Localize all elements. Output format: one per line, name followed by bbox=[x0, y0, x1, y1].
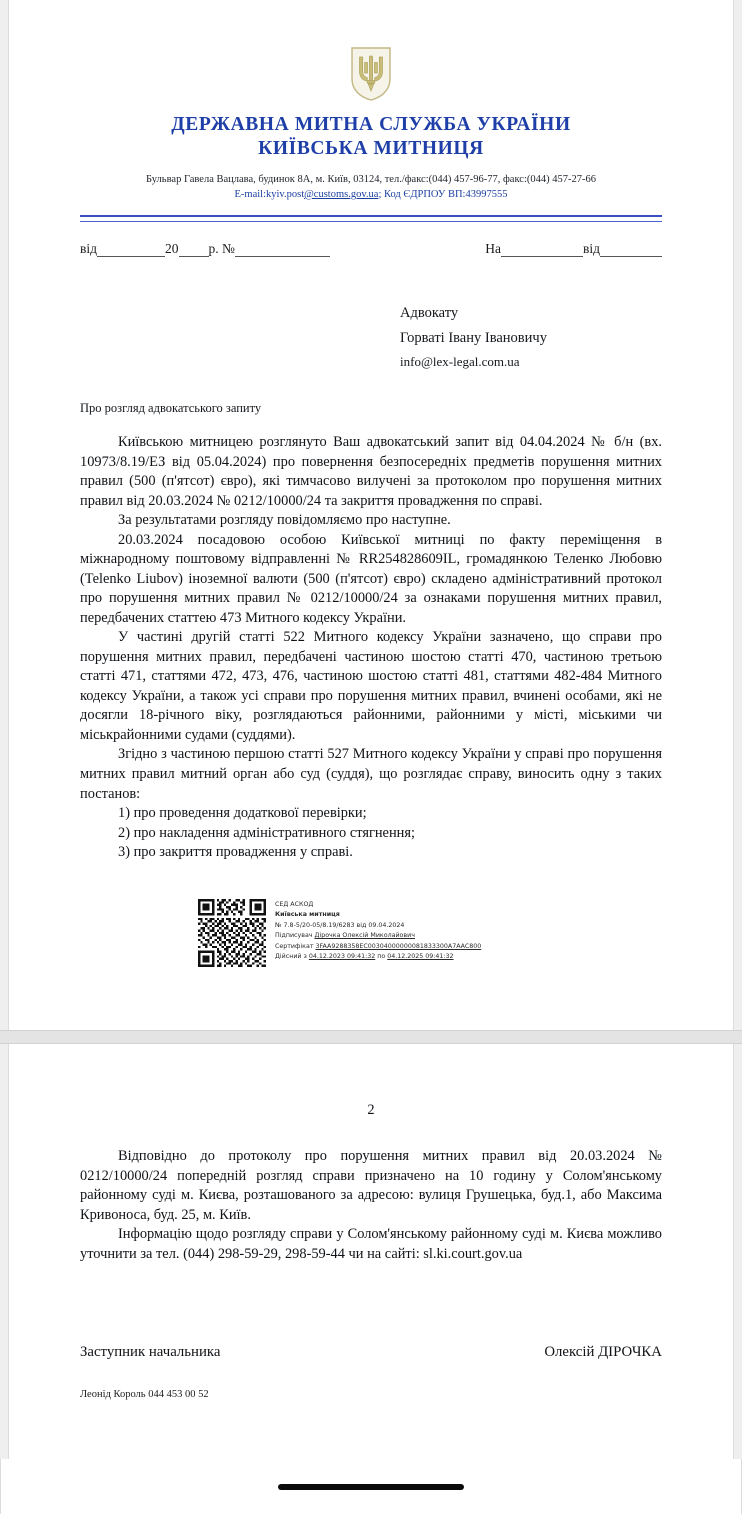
postal-address-line: Бульвар Гавела Вацлава, будинок 8А, м. Київ, 03124, тел./факс:(044) 457-96-77, факс:(044) 457-27-66 bbox=[146, 173, 596, 185]
body-paragraph-4: У частині другій статті 522 Митного кодексу України зазначено, що справи про порушення митних правил, передбачені частиною шостою статті 470, частиною третьою статті 471, статтями 472, 473, 476, частиною шостою статті 481, статтями 482-484 Митного кодексу України, а також усі справи про порушення митних правил, вчинені особами, які не досягли 18-річного віку, розглядаються районними, районними у місті, міськими чи міськрайонними судами (суддями). bbox=[80, 629, 662, 743]
signer-line bbox=[275, 931, 481, 942]
body-paragraph-2: За результатами розгляду повідомляємо про наступне. bbox=[118, 512, 451, 529]
incoming-reference bbox=[485, 241, 662, 257]
incoming-number-blank-field[interactable] bbox=[501, 244, 583, 257]
body-paragraph-5: Згідно з частиною першою статті 527 Митного кодексу України у справі про порушення митних правил митний орган або суд (суддя), що розглядає справу, виносить одну з таких постанов: bbox=[80, 746, 662, 802]
certificate-serial: 3FAA9288358EC00304000000081833300A7AAC800 bbox=[315, 942, 482, 950]
incoming-date-blank-field[interactable] bbox=[600, 244, 662, 257]
reference-line bbox=[80, 241, 662, 257]
list-item: 3) про закриття провадження у справі. bbox=[118, 844, 353, 861]
addressee-name: Горваті Івану Івановичу bbox=[400, 329, 547, 346]
qr-code-icon bbox=[198, 899, 266, 967]
label-na: На bbox=[485, 241, 501, 256]
signature-stamp-text bbox=[275, 899, 481, 963]
email-prefix: E-mail:kyiv.post bbox=[234, 188, 305, 200]
edrpou-code: ; Код ЄДРПОУ ВП:43997555 bbox=[378, 188, 508, 200]
list-item: 2) про накладення адміністративного стягнення; bbox=[118, 824, 415, 841]
addressee-block bbox=[400, 301, 662, 373]
page-separator bbox=[0, 1030, 742, 1044]
executor-contact: Леонід Король 044 453 00 52 bbox=[80, 1389, 209, 1401]
label-vid-right: від bbox=[583, 241, 600, 256]
validity-to: 04.12.2025 09:41:32 bbox=[387, 953, 454, 961]
signatory-name: Олексій ДІРОЧКА bbox=[544, 1344, 662, 1361]
signature-block bbox=[80, 1344, 662, 1361]
emblem-container bbox=[80, 0, 662, 107]
contact-details bbox=[80, 172, 662, 202]
validity-from: 04.12.2023 09:41:32 bbox=[308, 953, 376, 961]
outgoing-reference bbox=[80, 241, 330, 257]
validity-line bbox=[275, 952, 481, 963]
document-page-2 bbox=[8, 1044, 734, 1459]
addressee-email[interactable]: info@lex-legal.com.ua bbox=[400, 353, 520, 369]
email-and-edrpou-line bbox=[80, 187, 662, 202]
label-vid: від bbox=[80, 241, 97, 256]
date-blank-field[interactable] bbox=[97, 244, 165, 257]
organization-title bbox=[80, 113, 662, 161]
org-title-line-1: ДЕРЖАВНА МИТНА СЛУЖБА УКРАЇНИ bbox=[171, 114, 571, 135]
document-page-1 bbox=[8, 0, 734, 1030]
signature-doc-number: № 7.8-5/20-05/8.19/6283 від 09.04.2024 bbox=[275, 921, 405, 929]
validity-label: Дійсний з bbox=[275, 953, 309, 961]
number-blank-field[interactable] bbox=[235, 244, 330, 257]
signer-name: Дірочка Олексій Миколайович bbox=[314, 932, 415, 940]
sed-system-label: СЕД АСКОД bbox=[275, 900, 314, 908]
home-indicator[interactable] bbox=[278, 1484, 464, 1490]
email-link[interactable]: @customs.gov.ua bbox=[304, 188, 379, 200]
body-paragraph-3: 20.03.2024 посадовою особою Київської митниці по факту переміщення в міжнародному поштовому відправленні № RR254828609IL, громадянкою Теленко Любовю (Telenko Liubov) іноземної валюти (500 (п'ятсот) євро) складено адміністративний протокол про порушення митних правил № 0212/10000/24 за ознаками порушення митних правил, передбачених статтею 473 Митного кодексу України. bbox=[80, 531, 662, 626]
page2-paragraph-2: Інформацію щодо розгляду справи у Солом'янському районному суді м. Києва можливо уточнити за тел. (044) 298-59-29, 298-59-44 чи на сайті: sl.ki.court.gov.ua bbox=[80, 1226, 662, 1262]
signer-label: Підписувач bbox=[275, 932, 315, 940]
certificate-line bbox=[275, 942, 481, 953]
certificate-label: Сертифікат bbox=[275, 942, 316, 950]
body-paragraph-1: Київською митницею розглянуто Ваш адвокатський запит від 04.04.2024 № б/н (вх. 10973/8.19/ЕЗ від 05.04.2024) про повернення безпосередніх предметів порушення митних правил (500 (п'ятсот) євро), які тимчасово вилучені за протоколом про порушення митних правил від 20.03.2024 № 0212/10000/24 та закриття провадження по справі. bbox=[80, 434, 662, 509]
ruling-options-list bbox=[80, 804, 662, 863]
org-title-line-2: КИЇВСЬКА МИТНИЦЯ bbox=[258, 137, 484, 159]
letter-subject: Про розгляд адвокатського запиту bbox=[80, 401, 262, 416]
page2-paragraph-1: Відповідно до протоколу про порушення митних правил від 20.03.2024 № 0212/10000/24 попередній розгляд справи призначено на 10 годину у Солом'янському районному суді м. Києва, розташованого за адресою: вулиця Грушецька, буд.1, або Максима Кривоноса, буд. 25, м. Київ. bbox=[80, 1148, 662, 1223]
signing-org: Київська митниця bbox=[275, 911, 340, 919]
page2-body bbox=[80, 1147, 662, 1264]
ukraine-coat-of-arms-trident-icon bbox=[349, 46, 393, 102]
addressee-role: Адвокату bbox=[400, 305, 459, 321]
page-number: 2 bbox=[367, 1102, 375, 1118]
letter-body bbox=[80, 433, 662, 862]
year-blank-field[interactable] bbox=[179, 244, 209, 257]
signatory-title: Заступник начальника bbox=[80, 1344, 221, 1361]
list-item: 1) про проведення додаткової перевірки; bbox=[118, 805, 367, 822]
label-year: 20 bbox=[165, 241, 179, 256]
letterhead-divider bbox=[80, 215, 662, 222]
validity-separator: по bbox=[375, 953, 388, 961]
label-r-no: р. № bbox=[208, 241, 235, 256]
digital-signature-stamp bbox=[198, 899, 558, 967]
home-indicator-area bbox=[0, 1459, 742, 1514]
